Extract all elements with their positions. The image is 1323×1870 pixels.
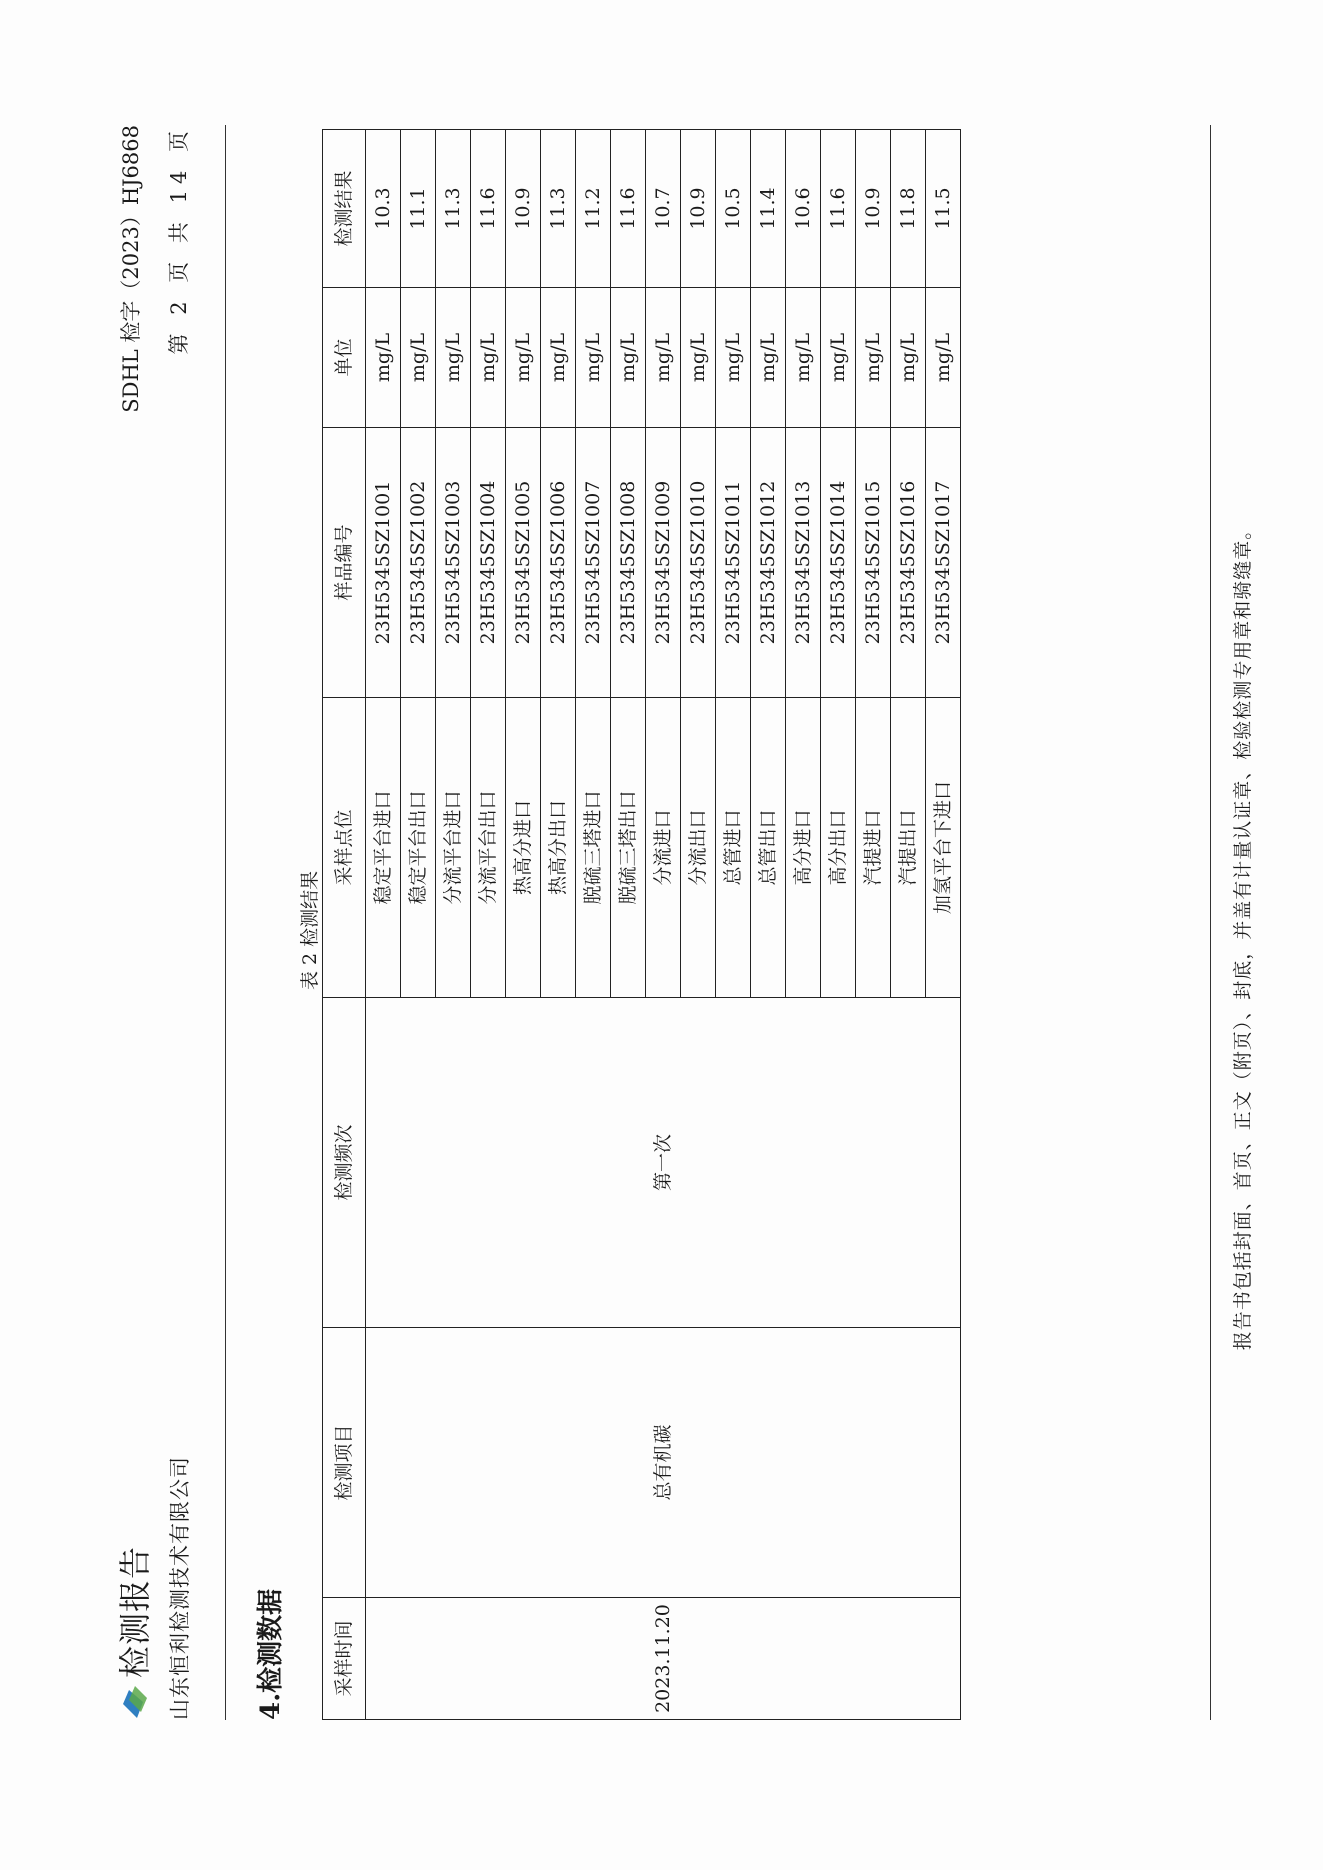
col-header-frequency: 检测频次	[323, 998, 366, 1328]
header-divider	[225, 125, 226, 1720]
unit-cell: mg/L	[506, 288, 541, 428]
unit-cell: mg/L	[611, 288, 646, 428]
frequency-cell: 第一次	[366, 998, 961, 1328]
col-header-result: 检测结果	[323, 130, 366, 288]
sample-id-cell: 23H5345SZ1009	[646, 428, 681, 698]
sample-id-cell: 23H5345SZ1016	[891, 428, 926, 698]
sample-id-cell: 23H5345SZ1012	[751, 428, 786, 698]
sample-id-cell: 23H5345SZ1002	[401, 428, 436, 698]
result-cell: 11.8	[891, 130, 926, 288]
sampling-point-cell: 稳定平台出口	[401, 698, 436, 998]
company-name: 山东恒利检测技术有限公司	[168, 1456, 192, 1720]
sampling-point-cell: 汽提进口	[856, 698, 891, 998]
report-title: 检测报告	[116, 1545, 154, 1678]
table-row	[366, 130, 401, 1720]
unit-cell: mg/L	[786, 288, 821, 428]
result-cell: 10.9	[856, 130, 891, 288]
sampling-point-cell: 分流平台进口	[436, 698, 471, 998]
test-item-cell: 总有机碳	[366, 1328, 961, 1598]
col-header-test-item: 检测项目	[323, 1328, 366, 1598]
table-header-row	[323, 130, 366, 1720]
sampling-point-cell: 热高分出口	[541, 698, 576, 998]
result-cell: 10.9	[506, 130, 541, 288]
unit-cell: mg/L	[926, 288, 961, 428]
header-left	[110, 1456, 194, 1720]
sampling-point-cell: 加氢平台下进口	[926, 698, 961, 998]
unit-cell: mg/L	[366, 288, 401, 428]
result-cell: 10.3	[366, 130, 401, 288]
unit-cell: mg/L	[436, 288, 471, 428]
sampling-point-cell: 总管出口	[751, 698, 786, 998]
sampling-point-cell: 总管进口	[716, 698, 751, 998]
sampling-point-cell: 分流出口	[681, 698, 716, 998]
sample-id-cell: 23H5345SZ1003	[436, 428, 471, 698]
col-header-unit: 单位	[323, 288, 366, 428]
result-cell: 11.5	[926, 130, 961, 288]
unit-cell: mg/L	[856, 288, 891, 428]
result-cell: 10.9	[681, 130, 716, 288]
result-cell: 11.6	[821, 130, 856, 288]
sample-id-cell: 23H5345SZ1010	[681, 428, 716, 698]
result-cell: 11.3	[436, 130, 471, 288]
result-cell: 11.1	[401, 130, 436, 288]
col-header-sampling-point: 采样点位	[323, 698, 366, 998]
unit-cell: mg/L	[891, 288, 926, 428]
unit-cell: mg/L	[576, 288, 611, 428]
sampling-point-cell: 分流平台出口	[471, 698, 506, 998]
result-cell: 10.6	[786, 130, 821, 288]
sampling-point-cell: 汽提出口	[891, 698, 926, 998]
sample-id-cell: 23H5345SZ1011	[716, 428, 751, 698]
footer-note: 报告书包括封面、首页、正文（附页）、封底，并盖有计量认证章、检验检测专用章和骑缝章。	[1232, 519, 1254, 1351]
unit-cell: mg/L	[716, 288, 751, 428]
sampling-point-cell: 高分进口	[786, 698, 821, 998]
sampling-point-cell: 脱硫三塔进口	[576, 698, 611, 998]
unit-cell: mg/L	[401, 288, 436, 428]
logo-row	[110, 1456, 156, 1720]
sampling-point-cell: 稳定平台进口	[366, 698, 401, 998]
result-cell: 11.2	[576, 130, 611, 288]
sample-id-cell: 23H5345SZ1014	[821, 428, 856, 698]
sampling-point-cell: 热高分进口	[506, 698, 541, 998]
unit-cell: mg/L	[646, 288, 681, 428]
sampling-point-cell: 脱硫三塔出口	[611, 698, 646, 998]
sampling-point-cell: 高分出口	[821, 698, 856, 998]
sample-id-cell: 23H5345SZ1008	[611, 428, 646, 698]
sampling-point-cell: 分流进口	[646, 698, 681, 998]
sample-id-cell: 23H5345SZ1013	[786, 428, 821, 698]
section-title: 4.检测数据	[256, 1588, 286, 1720]
unit-cell: mg/L	[471, 288, 506, 428]
table-caption: 表 2 检测结果	[299, 870, 321, 990]
company-logo-icon	[115, 1684, 151, 1720]
sample-id-cell: 23H5345SZ1006	[541, 428, 576, 698]
col-header-sample-id: 样品编号	[323, 428, 366, 698]
unit-cell: mg/L	[541, 288, 576, 428]
sample-id-cell: 23H5345SZ1001	[366, 428, 401, 698]
sample-id-cell: 23H5345SZ1015	[856, 428, 891, 698]
unit-cell: mg/L	[821, 288, 856, 428]
result-cell: 11.3	[541, 130, 576, 288]
page-number: 第 2 页 共 14 页	[167, 125, 191, 355]
sample-id-cell: 23H5345SZ1005	[506, 428, 541, 698]
result-cell: 10.5	[716, 130, 751, 288]
unit-cell: mg/L	[751, 288, 786, 428]
sample-id-cell: 23H5345SZ1007	[576, 428, 611, 698]
unit-cell: mg/L	[681, 288, 716, 428]
sample-id-cell: 23H5345SZ1017	[926, 428, 961, 698]
header-right	[115, 125, 193, 413]
result-cell: 11.4	[751, 130, 786, 288]
result-cell: 11.6	[611, 130, 646, 288]
table-body	[366, 130, 961, 1720]
results-table	[322, 129, 961, 1720]
document-number: SDHL 检字（2023）HJ6868	[119, 125, 143, 413]
footer-divider	[1210, 125, 1211, 1720]
sampling-date-cell: 2023.11.20	[366, 1598, 961, 1720]
result-cell: 11.6	[471, 130, 506, 288]
col-header-sampling-time: 采样时间	[323, 1598, 366, 1720]
sample-id-cell: 23H5345SZ1004	[471, 428, 506, 698]
result-cell: 10.7	[646, 130, 681, 288]
